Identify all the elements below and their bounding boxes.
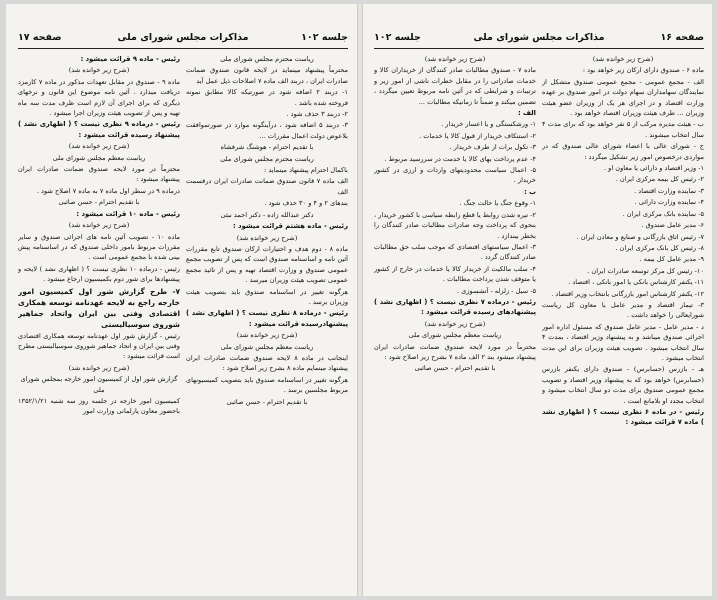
paragraph: ۴- نماینده وزارت دارائی . <box>634 198 704 207</box>
centered-line: (شرح زیر خوانده شد) <box>68 363 130 372</box>
centered-line: با تقدیم احترام - هوشنگ شرفشاه <box>220 143 314 152</box>
paragraph: ۳- تکول برات از طرف خریدار . <box>449 143 536 152</box>
agenda-item-title: ۷- طرح گزارش شور اول کمیسیون امور خارجه راجع به لایحه عهدنامه توسعه همکاری اقتصادی وفنی بین ایران واتحاد جماهیر شوروی سوسیالیستی <box>18 286 180 329</box>
paragraph: هرگونه تغییر در اساسنامه صندوق باید بتصویب کمیسیونهای مربوط مجلسین برسد . <box>186 375 348 395</box>
centered-line: (شرح زیر خوانده شد) <box>68 221 130 230</box>
paragraph: الف - مجمع عمومی - مجمع عمومی صندوق متشکل از نمایندگان سهامداران سهام دولت در امور صندوق بر عهده وزارت اقتصاد و در اجرای هر یک از وزیران عضو هیئت وزیران ... طرف هیئت وزیران اقتصاد خواهد بود . <box>542 77 704 118</box>
centered-line: (شرح زیر خوانده شد) <box>424 55 486 63</box>
speaker-line: رئیس - درماده ۹ نظری نیست ؟ ( اظهاری نشد ) پیشنهاد رسیده قرائت میشود : <box>18 120 180 139</box>
centered-line: (شرح زیر خوانده شد) <box>424 319 486 328</box>
speaker-line: رئیس - ماده هشتم قرائت میشود : <box>233 222 348 231</box>
page-header <box>18 32 348 49</box>
centered-line: با تقدیم احترام - حسن صائبی <box>226 397 308 406</box>
centered-line: ریاست محترم مجلس شورای ملی <box>220 154 314 163</box>
centered-line: ریاست معظم مجلس شورای ملی <box>52 153 146 162</box>
paragraph: ۵- اعمال سیاست محدودیتهای واردات و ارزی در کشور خریدار . <box>374 166 536 185</box>
paragraph: درماده ۹ در سطر اول ماده ۷ به ماده ۷ اصلاح شود . <box>36 186 180 195</box>
paragraph: ۲- دربند ۳ حذف شود . <box>286 110 348 119</box>
paragraph: ۳- دربند ۵ اضافه شود ، درآینگونه موارد در صورتموافقت بلاعوض دولت اعمال مقررات ... <box>186 121 348 140</box>
journal-title: مذاکرات مجلس شورای ملی <box>473 32 605 43</box>
paragraph: رئیس - گزارش شور اول عهدنامه توسعه همکاری اقتصادی وفنی بین ایران و اتحاد جماهیر شوروی سوسیالیستی مطرح است قرائت میشود : <box>18 331 180 361</box>
speaker-line: ب : <box>524 187 536 196</box>
book-spread <box>6 4 712 596</box>
paragraph: ۲- رئیس کل بیمه مرکزی ایران . <box>615 175 704 184</box>
paragraph: محترماً پیشنهاد مینماید در لایحه قانون صندوق ضمانت صادرات ایران ، دربند الف ماده ۷ اصلاحات ذیل عمل آید <box>186 66 348 85</box>
paragraph: رئیس - درماده ۱۰ نظری نیست ؟ ( اظهاری نشد ) لایحه و پیشنهادها برای شور دوم بکمیسیون ارجاع میشود . <box>18 264 180 284</box>
centered-line: ریاست محترم مجلس شورای ملی <box>220 55 314 63</box>
paragraph: ب - هیئت مدیره مرکب از ۵ نفر خواهد بود که برای مدت ۴ سال انتخاب میشوند . <box>542 120 704 139</box>
centered-line: (شرح زیر خوانده شد) <box>68 66 130 75</box>
journal-title: مذاکرات مجلس شورای ملی <box>117 32 249 43</box>
paragraph: ۱۰- رئیس کل مرکز توسعه صادرات ایران . <box>587 266 704 275</box>
paragraph: ۸- رئیس کل بانک مرکزی ایران . <box>615 243 704 252</box>
paragraph: ماده ۱۰ - تصویب آئین نامه های اجرائی صندوق و سایر مقررات مربوط بامور داخلی صندوق که در اساسنامه پیش بینی شده با مجمع عمومی است . <box>18 232 180 262</box>
speaker-line: رئیس - در ماده ۶ نظری نیست ؟ ( اظهاری نشد ) ماده ۷ قرائت میشود : <box>542 408 704 427</box>
paragraph: د - مدیر عامل - مدیر عامل صندوق که مسئول اداره امور اجرائی صندوق میباشد و به پیشنهاد وزیر اقتصاد ، بمدت ۴ سال انتخاب میشود . تصویب هیئت وزیران برای این مدت انتخاب میشود . <box>542 322 704 362</box>
paragraph: ۴- عدم پرداخت بهای کالا یا خدمت در سررسید مربوط . <box>384 154 536 163</box>
paragraph: ماده ۹ - صندوق در مقابل تعهدات مذکور در ماده ۷ کارمزد دریافت میدارد . آئین نامه موضوع این قانون و نرخهای دیگری که برای اجرای آن لازم است ظرف مدت سه ماه تهیه و پس از تصویب هیئت وزیران اجرا میشود . <box>18 77 180 118</box>
text-column-right <box>542 54 704 590</box>
text-column-left <box>18 54 180 590</box>
paragraph: ۱۱- یکنفر کارشناس بانکی یا امور بانکی ، اقتصاد . <box>568 278 704 287</box>
paragraph: ۲- استنکاف خریدار از قبول کالا یا خدمات . <box>419 131 536 140</box>
session-number: جلسه ۱۰۲ <box>301 32 348 43</box>
paragraph: ۲- تیره شدن روابط یا قطع رابطه سیاسی با کشور خریدار ، بنحوی که پرداخت وجه صادرات مطالبات صادر کنندگان را بخطر بیندازد . <box>374 210 536 240</box>
paragraph: بندهای ۲ و ۴ و ۳۰ حذف شود . <box>264 199 348 208</box>
paragraph: باکمال احترام پیشنهاد مینماید : <box>264 166 348 175</box>
centered-line: (شرح زیر خوانده شد) <box>68 142 130 151</box>
paragraph: ۱- وزیر اقتصاد و دارائی یا معاون او . <box>603 164 704 173</box>
paragraph: هرگونه تغییر در اساسنامه صندوق باید بتصویب هیئت وزیران برسد . <box>186 287 348 306</box>
right-page <box>366 4 712 596</box>
centered-line: ریاست معظم مجلس شورای ملی <box>220 342 314 351</box>
paragraph: ۴- سلب مالکیت از خریدار کالا یا خدمات در خارج از کشور یا متوقف شدن پرداخت مطالبات . <box>374 264 536 284</box>
paragraph: ۵- سیل - زلزله - آتشسوزی . <box>457 286 536 295</box>
paragraph: ۱۲- یکنفر کارشناس امور بازرگانی بانتخاب وزیر اقتصاد . <box>551 289 704 298</box>
paragraph: ماده ۶ - صندوق دارای ارکان زیر خواهد بود : <box>582 66 704 75</box>
speaker-line: رئیس - درماده ۷ نظری نیست ؟ ( اظهاری نشد ) پیشنهادهای رسیده قرائت میشود : <box>374 297 536 317</box>
paragraph: الف ماده ۷ قانون صندوق ضمانت صادرات ایران درقسمت الف <box>186 177 348 196</box>
speaker-line: رئیس - ماده ۱۰ قرائت میشود : <box>76 209 180 218</box>
centered-line: (شرح زیر خوانده شد) <box>236 233 298 242</box>
paragraph: ۳- تیمار اقتصاد و مدیر عامل یا معاون کل ریاست شورایعالی را خواهد داشت . <box>542 300 704 320</box>
centered-line: گزارش شور اول از کمیسیون امور خارجه بمجلس شورای ملی <box>20 375 178 394</box>
page-header <box>374 32 704 49</box>
paragraph: اینجانب در ماده ۸ لایحه صندوق ضمانت صادرات ایران پیشنهاد مینمایم ماده ۸ بشرح زیر اصلاح شود : <box>186 353 348 373</box>
page-number: صفحه ۱۷ <box>18 32 62 43</box>
paragraph: ۷- رئیس اتاق بازرگانی و صنایع و معادن ایران . <box>576 232 704 241</box>
paragraph: کمیسیون امور خارجه در جلسه روز سه شنبه ۱۳۵۲/۱/۲۱ باحضور معاون پارلمانی وزارت امور <box>18 396 180 416</box>
centered-line: دکتر عبدالله زاده - دکتر احمد نبئی <box>220 210 314 219</box>
text-column-right <box>186 54 348 590</box>
speaker-line: رئیس - ماده ۹ قرائت میشود : <box>80 55 180 63</box>
centered-line: با تقدیم احترام - حسن صائبی <box>414 364 496 373</box>
paragraph: هـ - بازرس (حسابرس) - صندوق دارای یکنفر بازرس (حسابرس) خواهد بود که به پیشنهاد وزیر اقتصاد و تصویب مجمع عمومی صندوق برای مدت دو سال انتخاب میشود و انتخاب مجدد او بلامانع است . <box>542 365 704 405</box>
paragraph: ج - شورای عالی با اعضاء شورای عالی صندوق که در مواردی درخصوص امور زیر تشکیل میگردد : <box>542 142 704 161</box>
paragraph: ۵- نماینده بانک مرکزی ایران . <box>622 209 704 218</box>
paragraph: ۳- نماینده وزارت اقتصاد . <box>634 186 704 195</box>
centered-line: ریاست معظم مجلس شورای ملی <box>408 331 502 340</box>
page-number: صفحه ۱۶ <box>660 32 704 43</box>
text-column-left <box>374 54 536 590</box>
paragraph: ۹- مدیر عامل کل بیمه . <box>639 255 704 264</box>
speaker-line: الف : <box>517 109 536 118</box>
centered-line: با تقدیم احترام - حسن صائبی <box>58 198 140 207</box>
paragraph: ۱- ورشکستگی و یا اعسار خریدار . <box>441 120 536 129</box>
speaker-line: رئیس - درماده ۸ نظری نیست ؟ ( اظهاری نشد ) پیشنهادرسیده قرائت میشود : <box>186 309 348 328</box>
centered-line: (شرح زیر خوانده شد) <box>592 55 654 63</box>
paragraph: ۱- دربند ۲ اضافه شود در صورتیکه کالا مطابق نمونه فروخته شده باشد . <box>186 88 348 107</box>
session-number: جلسه ۱۰۲ <box>374 32 421 43</box>
centered-line: (شرح زیر خوانده شد) <box>236 331 298 340</box>
paragraph: محترماً در مورد لایحه صندوق ضمانت صادرات ایران پیشنهاد میشود : <box>18 165 180 184</box>
paragraph: محترماً در مورد لایحه صندوق ضمانت صادرات ایران پیشنهاد میشود بند ۲ الف ماده ۷ بشرح زیر اصلاح شود : <box>374 342 536 361</box>
paragraph: ۳- اعمال سیاستهای اقتصادی که موجب سلب حق مطالبات صادر کنندگان گردد . <box>374 242 536 262</box>
paragraph: ماده ۷ - صندوق مطالبات صادر کنندگان از خریداران کالا و خدمات صادراتی را در مقابل خطرات ناشی از امور زیر و ترتیبات و شرایطی که در آئین نامه مربوط تعیین میگردد ، تضمین میکند و ضمناً تا زمانیکه مطالبات ... <box>374 66 536 106</box>
paragraph: ۶- مدیر عامل صندوق . <box>641 221 704 230</box>
paragraph: ماده ۸ - دوم هدف و اختیارات ارکان صندوق تابع مقررات آئین نامه و اساسنامه صندوق است که پس از تصویب مجمع عمومی صندوق و وزارت اقتصاد تهیه و پس از تائید مجمع عمومی تصویب هیئت وزیران میرسد . <box>186 244 348 285</box>
left-page <box>10 4 356 596</box>
paragraph: ۱- وقوع جنگ یا حالت جنگ . <box>459 199 536 208</box>
book-gutter <box>357 4 363 596</box>
